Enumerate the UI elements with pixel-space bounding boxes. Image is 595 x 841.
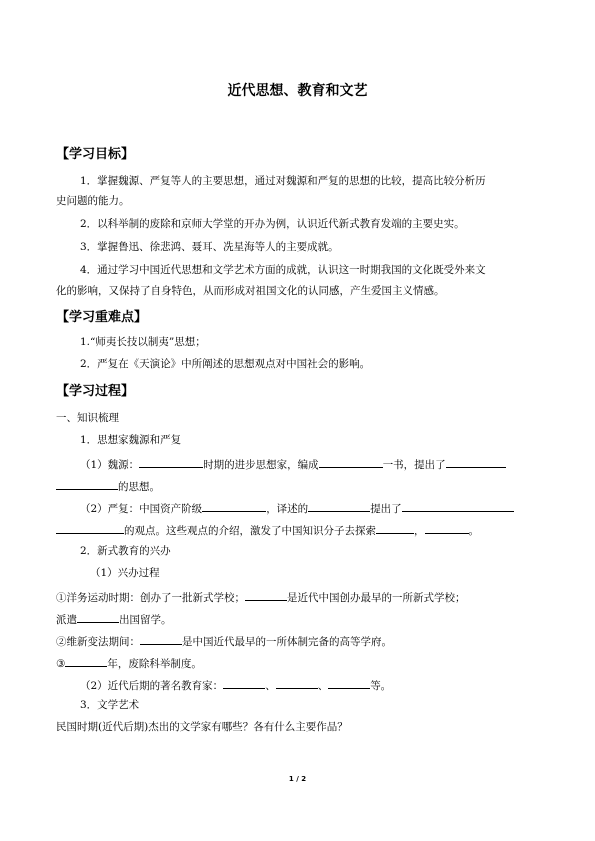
answer-blank[interactable] [446,456,506,468]
goal-1-line-1: 1．掌握魏源、严复等人的主要思想，通过对魏源和严复的思想的比较，提高比较分析历 [80,175,486,187]
goals-heading: 【学习目标】 [56,147,135,162]
goal-3: 3．掌握鲁迅、徐悲鸿、聂耳、冼星海等人的主要成就。 [80,241,339,253]
answer-blank[interactable] [65,655,107,667]
process-heading: 【学习过程】 [56,384,135,399]
goal-1-line-2: 史问题的能力。 [56,195,130,207]
text: 是中国近代最早的一所体制完备的高等学府。 [182,636,392,648]
weiyuan-line-2 [56,478,160,494]
keypoint-2: 2．严复在《天演论》中所阐述的思想观点对中国社会的影响。 [80,358,371,370]
text: 等。 [370,680,392,692]
answer-blank[interactable] [308,500,370,512]
text: ， [414,525,425,537]
text: （1）魏源： [80,459,140,471]
yangwu-line-2 [56,611,172,627]
educators-line [80,677,391,693]
answer-blank[interactable] [202,500,266,512]
text: ①洋务运动时期：创办了一批新式学校； [56,592,245,604]
yanfu-line-2 [56,522,479,538]
text: 。 [468,525,479,537]
weiyuan-line-1 [80,456,506,472]
answer-blank[interactable] [140,633,182,645]
text: 的思想。 [118,481,160,493]
section-knowledge: 一、知识梳理 [56,412,119,424]
goal-4-line-2: 化的影响，又保持了自身特色，从而形成对祖国文化的认同感，产生爱国主义情感。 [56,285,445,297]
subsection-education: 2．新式教育的兴办 [80,545,171,557]
page-number: 1 / 2 [288,775,307,783]
answer-blank[interactable] [376,522,414,534]
text: （2）近代后期的著名教育家： [80,680,224,692]
text: 年，废除科举制度。 [107,658,202,670]
text: （2）严复：中国资产阶级 [80,503,203,515]
text: 出国留学。 [119,614,172,626]
text: 一书，提出了 [382,459,446,471]
answer-blank[interactable] [56,522,124,534]
text: ③ [56,658,66,670]
answer-blank[interactable] [276,677,318,689]
answer-blank[interactable] [223,677,265,689]
page-title: 近代思想、教育和文艺 [227,83,368,99]
answer-blank[interactable] [139,456,203,468]
text: ②维新变法期间： [56,636,140,648]
goal-2: 2．以科举制的废除和京师大学堂的开办为例，认识近代新式教育发端的主要史实。 [80,218,465,230]
answer-blank[interactable] [402,500,514,512]
yangwu-line-1 [56,589,466,605]
text: 时期的进步思想家，编成 [203,459,319,471]
keypoints-heading: 【学习重难点】 [56,310,148,325]
keypoint-1: 1.“师夷长技以制夷”思想； [80,336,206,348]
answer-blank[interactable] [319,456,383,468]
text: 的观点。这些观点的介绍，激发了中国知识分子去探索 [124,525,376,537]
answer-blank[interactable] [56,478,118,490]
exam-abolition-line [56,655,202,671]
weixin-line [56,633,392,649]
answer-blank[interactable] [77,611,119,623]
subsection-literature-art: 3．文学艺术 [80,699,140,711]
text: ，译述的 [266,503,309,515]
yanfu-line-1 [80,500,514,516]
subsection-thinkers: 1．思想家魏源和严复 [80,434,182,446]
answer-blank[interactable] [245,589,287,601]
text: 、 [265,680,276,692]
goal-4-line-1: 4．通过学习中国近代思想和文学艺术方面的成就，认识这一时期我国的文化既受外来文 [80,264,486,276]
text: 提出了 [370,503,402,515]
text: 派遣 [56,614,77,626]
text: 、 [317,680,329,692]
answer-blank[interactable] [328,677,370,689]
answer-blank[interactable] [425,522,469,534]
literature-question: 民国时期(近代后期)杰出的文学家有哪些？各有什么主要作品？ [56,721,348,733]
founding-process: （1）兴办过程 [90,567,160,579]
text: 是近代中国创办最早的一所新式学校； [287,592,466,604]
